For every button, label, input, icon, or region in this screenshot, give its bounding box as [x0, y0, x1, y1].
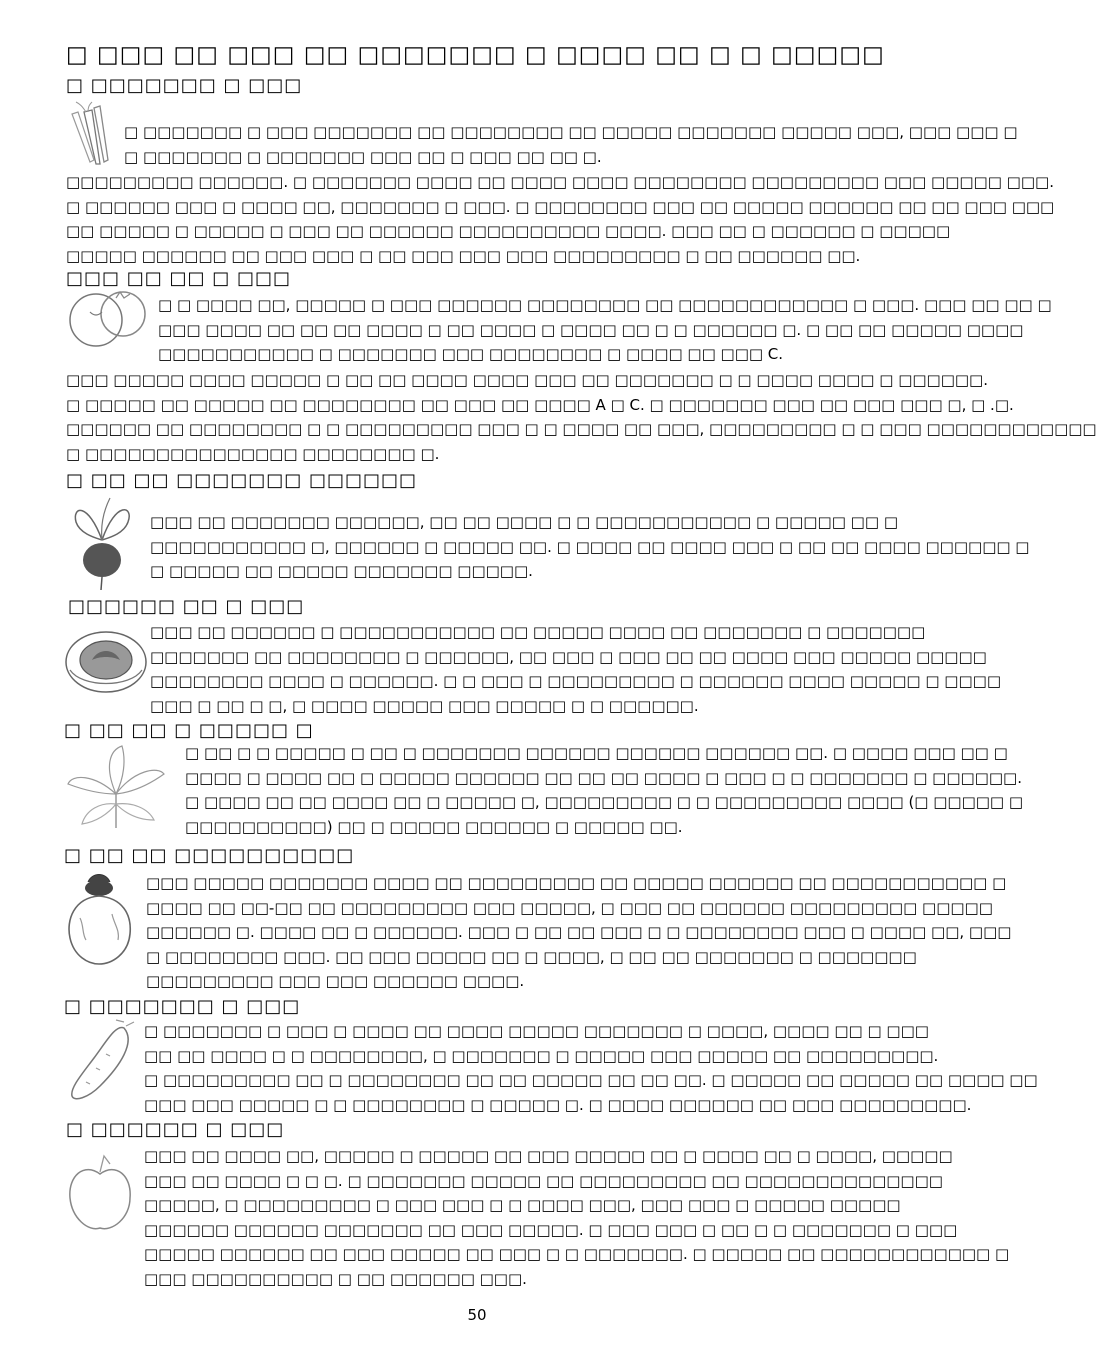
section-heading-7: □ □□□□□□□ □ □□□: [64, 996, 301, 1017]
text-line: □ □□□□□□□ □ □□□ □ □□□□ □□ □□□□ □□□□□ □□□□□□□ □ □□□□, □□□□ □□ □ □□□: [144, 1022, 929, 1040]
section-body-2: [66, 368, 1097, 466]
spinach-icon: [64, 744, 170, 834]
text-line: □□□□□□□□□ □□□□□□. □ □□□□□□□ □□□□ □□ □□□□ □□□□ □□□□□□□□ □□□□□□□□□ □□□ □□□□□ □□□.: [66, 173, 1054, 191]
text-line: □□□ □□□□□ □□□□□□□ □□□□ □□ □□□□□□□□□ □□ □□□□□ □□□□□□ □□ □□□□□□□□□□□ □: [146, 874, 1007, 892]
sweet-potato-icon: [66, 1018, 142, 1104]
section-heading-4: □□□□□□ □□ □ □□□: [68, 596, 305, 617]
text-line: □ □□□□□□□ □ □□□ □□□□□□□ □□ □□□□□□□□ □□ □□□□□ □□□□□□□ □□□□□ □□□, □□□ □□□ □: [124, 123, 1018, 141]
beet-icon: [66, 492, 138, 592]
carrot-icon: [64, 102, 124, 172]
section-heading-1: □ □□□□□□□ □ □□□: [66, 75, 303, 96]
text-line: □□□□□, □ □□□□□□□□□ □ □□□ □□□ □ □ □□□□ □□□, □□□ □□□ □ □□□□□ □□□□□: [144, 1196, 901, 1215]
text-line: □□□□□□ □□□□□□ □□□□□□□ □□ □□□ □□□□□. □ □□□ □□□ □ □□ □ □ □□□□□□□ □ □□□: [144, 1220, 958, 1239]
text-line: □□□□ □ □□□□ □□ □ □□□□□ □□□□□□ □□ □□ □□ □□□□ □ □□□ □ □ □□□□□□□ □ □□□□□□.: [185, 768, 1022, 787]
text-line: □□□ □□ □□□□ □ □ □. □ □□□□□□□ □□□□□ □□ □□□□□□□□□ □□ □□□□□□□□□□□□□□: [144, 1171, 943, 1190]
section-heading-6: □ □□ □□ □□□□□□□□□□: [64, 845, 355, 866]
text-line: □□□□□ □□□□□□ □□ □□□ □□□□□ □□ □□□ □ □ □□□□□□□. □ □□□□□ □□ □□□□□□□□□□□□ □: [144, 1245, 1010, 1264]
page-title: □ □□□ □□ □□□ □□ □□□□□□□ □ □□□□ □□ □ □ □□□□□: [66, 42, 885, 68]
section-intro-8: [144, 1144, 1010, 1292]
text-line: □ □ □□□□ □□, □□□□□ □ □□□ □□□□□□ □□□□□□□□ □□ □□□□□□□□□□□□ □ □□□. □□□ □□ □□ □: [158, 296, 1052, 314]
text-line: □□□ □□□□□ □□□□ □□□□□ □ □□ □□ □□□□ □□□□ □□□ □□ □□□□□□□ □ □ □□□□ □□□□ □ □□□□□□.: [66, 371, 988, 389]
text-line: □□□ □□□ □□□□□ □ □ □□□□□□□□ □ □□□□□ □. □ □□□□ □□□□□□ □□ □□□ □□□□□□□□□.: [144, 1095, 972, 1114]
apple-icon: [64, 1152, 136, 1234]
section-heading-5: □ □□ □□ □ □□□□□ □: [64, 720, 314, 741]
section-intro-6: [146, 871, 1012, 994]
text-line: □□□ □□□□□□□□□□ □ □□ □□□□□□ □□□.: [144, 1269, 527, 1288]
section-intro-1: [124, 120, 1018, 169]
text-line: □□□□□□□□ □□□□ □ □□□□□□. □ □ □□□ □ □□□□□□□□□ □ □□□□□□ □□□□ □□□□□ □ □□□□: [150, 672, 1002, 691]
text-line: □□□□□□ □. □□□□ □□ □ □□□□□□. □□□ □ □□ □□ □□□ □ □ □□□□□□□□ □□□ □ □□□□ □□, □□□: [146, 923, 1012, 942]
text-line: □□ □□□□□ □ □□□□□ □ □□□ □□ □□□□□□ □□□□□□□□□□ □□□□. □□□ □□ □ □□□□□□ □ □□□□□: [66, 222, 951, 241]
text-line: □ □□□□□□ □□□ □ □□□□ □□, □□□□□□□ □ □□□. □ □□□□□□□□ □□□ □□ □□□□□ □□□□□□ □□ □□ □□□ □□□: [66, 197, 1055, 216]
tomato-icon: [66, 284, 152, 352]
text-line: □□□□□□□ □□ □□□□□□□□ □ □□□□□□, □□ □□□ □ □□□ □□ □□ □□□□ □□□ □□□□□ □□□□□: [150, 647, 987, 666]
text-line: □ □□□□□ □□ □□□□□ □□□□□□□ □□□□□.: [150, 562, 533, 581]
section-intro-5: [185, 741, 1024, 839]
text-line: □□□□ □□ □□-□□ □□ □□□□□□□□□ □□□ □□□□□, □ □□□ □□ □□□□□□ □□□□□□□□□ □□□□□: [146, 898, 993, 917]
text-line: □ □□ □ □ □□□□□ □ □□ □ □□□□□□□ □□□□□□ □□□□□□ □□□□□□ □□. □ □□□□ □□□ □□ □: [185, 744, 1008, 762]
section-heading-3: □ □□ □□ □□□□□□□ □□□□□□: [66, 470, 418, 491]
text-line: □ □□□□ □□ □□ □□□□ □□ □ □□□□□ □, □□□□□□□□□ □ □ □□□□□□□□□ □□□□ (□ □□□□□ □: [185, 793, 1024, 812]
text-line: □□□ □□ □□□□□□ □ □□□□□□□□□□□ □□ □□□□□ □□□□ □□ □□□□□□□ □ □□□□□□□: [150, 623, 926, 641]
section-intro-2: [158, 293, 1052, 367]
text-line: □□□□□ □□□□□□ □□ □□□ □□□ □ □□ □□□ □□□ □□□ □□□□□□□□□ □ □□ □□□□□□ □□.: [66, 246, 861, 265]
text-line: □□□□□□□□□□□ □, □□□□□□ □ □□□□□ □□. □ □□□□ □□ □□□□ □□□ □ □□ □□ □□□□ □□□□□□ □: [150, 537, 1030, 556]
text-line: □□□□□□□□□□) □□ □ □□□□□ □□□□□□ □ □□□□□ □□.: [185, 817, 683, 836]
text-line: □ □□□□□ □□ □□□□□ □□ □□□□□□□□ □□ □□□ □□ □□□□ A □ C. □ □□□□□□□ □□□ □□ □□□ □□□ □, □ .□.: [66, 395, 1014, 414]
section-heading-2: □□□ □□ □□ □ □□□: [66, 268, 291, 289]
text-line: □□□ □□ □□□□ □□, □□□□□ □ □□□□□ □□ □□□ □□□□□ □□ □ □□□□ □□ □ □□□□, □□□□□: [144, 1147, 953, 1165]
celeriac-icon: [62, 868, 136, 968]
text-line: □□□□□□□□□□□ □ □□□□□□□ □□□ □□□□□□□□ □ □□□□ □□ □□□ C.: [158, 345, 784, 364]
text-line: □□ □□ □□□□ □ □ □□□□□□□□, □ □□□□□□□ □ □□□□□ □□□ □□□□□ □□ □□□□□□□□□.: [144, 1046, 939, 1065]
section-body-1: [66, 170, 1055, 268]
text-line: □ □□□□□□□□□ □□ □ □□□□□□□□ □□ □□ □□□□□ □□ □□ □□. □ □□□□□ □□ □□□□□ □□ □□□□ □□: [144, 1071, 1038, 1090]
text-line: □ □□□□□□□□□□□□□□□ □□□□□□□□ □.: [66, 444, 440, 463]
text-line: □□□□□□ □□ □□□□□□□□ □ □ □□□□□□□□□ □□□ □ □ □□□□ □□ □□□, □□□□□□□□□ □ □ □□□ □□□□□□□□□□□□: [66, 420, 1097, 439]
cabbage-icon: [62, 626, 150, 698]
text-line: □□□ □□□□ □□ □□ □□ □□□□ □ □□ □□□□ □ □□□□ □□ □ □ □□□□□□ □. □ □□ □□ □□□□□ □□□□: [158, 320, 1024, 339]
section-intro-4: [150, 620, 1002, 718]
section-intro-7: [144, 1019, 1038, 1117]
text-line: □□□□□□□□□ □□□ □□□ □□□□□□ □□□□.: [146, 972, 525, 991]
section-intro-3: [150, 510, 1030, 584]
page-number: 50: [467, 1306, 487, 1324]
text-line: □□□ □ □□ □ □, □ □□□□ □□□□□ □□□ □□□□□ □ □ □□□□□□.: [150, 696, 699, 715]
text-line: □□□ □□ □□□□□□□ □□□□□□, □□ □□ □□□□ □ □ □□□□□□□□□□□ □ □□□□□ □□ □: [150, 513, 898, 531]
text-line: □ □□□□□□□ □ □□□□□□□ □□□ □□ □ □□□ □□ □□ □.: [124, 147, 602, 166]
section-heading-8: □ □□□□□□ □ □□□: [66, 1119, 285, 1140]
text-line: □ □□□□□□□□ □□□. □□ □□□ □□□□□ □□ □ □□□□, □ □□ □□ □□□□□□□ □ □□□□□□□: [146, 947, 917, 966]
